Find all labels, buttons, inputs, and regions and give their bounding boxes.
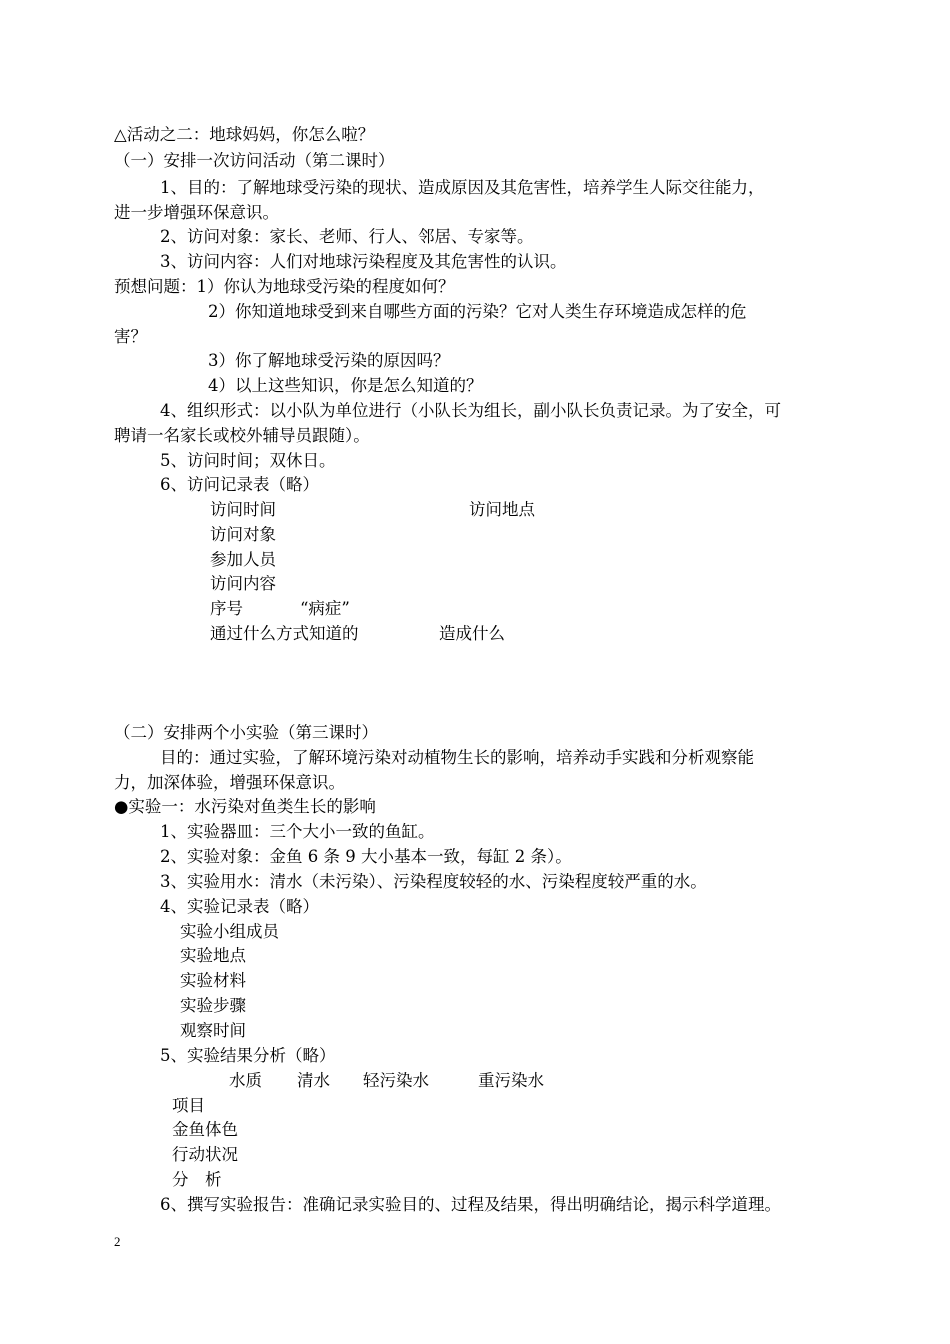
experiment-record-item: 观察时间 xyxy=(180,1021,246,1040)
analysis-header-heavy: 重污染水 xyxy=(478,1071,544,1090)
analysis-row-label: 行动状况 xyxy=(172,1145,238,1164)
question-1: 预想问题：1）你认为地球受污染的程度如何？ xyxy=(114,277,455,296)
record-how-known: 通过什么方式知道的 xyxy=(210,624,359,643)
record-cause: 造成什么 xyxy=(439,624,505,643)
analysis-header-light: 轻污染水 xyxy=(363,1071,429,1090)
experiment-water: 3、实验用水：清水（未污染）、污染程度较轻的水、污染程度较严重的水。 xyxy=(160,872,707,891)
experiment-equipment: 1、实验器皿：三个大小一致的鱼缸。 xyxy=(160,822,435,841)
experiment-record-item: 实验步骤 xyxy=(180,996,246,1015)
visit-purpose-line2: 进一步增强环保意识。 xyxy=(114,203,279,222)
question-2-line1: 2）你知道地球受到来自哪些方面的污染？它对人类生存环境造成怎样的危 xyxy=(208,302,747,321)
section-heading-experiments: （二）安排两个小实验（第三课时） xyxy=(114,723,378,742)
experiment-1-title: ●实验一：水污染对鱼类生长的影响 xyxy=(114,797,376,816)
visit-object: 2、访问对象：家长、老师、行人、邻居、专家等。 xyxy=(160,227,534,246)
visit-purpose-line1: 1、目的：了解地球受污染的现状、造成原因及其危害性，培养学生人际交往能力， xyxy=(160,178,765,197)
experiment-record-item: 实验小组成员 xyxy=(180,922,279,941)
section-heading-visit: （一）安排一次访问活动（第二课时） xyxy=(114,151,395,170)
question-2-line2: 害？ xyxy=(114,327,147,346)
organization-line1: 4、组织形式：以小队为单位进行（小队长为组长，副小队长负责记录。为了安全，可 xyxy=(160,401,781,420)
experiment-record-item: 实验材料 xyxy=(180,971,246,990)
visit-record-title: 6、访问记录表（略） xyxy=(160,475,319,494)
record-visit-object: 访问对象 xyxy=(210,525,276,544)
experiment-report: 6、撰写实验报告：准确记录实验目的、过程及结果，得出明确结论，揭示科学道理。 xyxy=(160,1195,781,1214)
analysis-header-clean: 清水 xyxy=(297,1071,330,1090)
analysis-row-label: 分 析 xyxy=(172,1170,222,1189)
record-symptom: “病症” xyxy=(300,599,350,618)
visit-time: 5、访问时间；双休日。 xyxy=(160,451,336,470)
experiment-purpose-line1: 目的：通过实验，了解环境污染对动植物生长的影响，培养动手实践和分析观察能 xyxy=(160,748,754,767)
experiment-subject: 2、实验对象：金鱼 6 条 9 大小基本一致，每缸 2 条）。 xyxy=(160,847,572,866)
visit-content: 3、访问内容：人们对地球污染程度及其危害性的认识。 xyxy=(160,252,567,271)
question-3: 3）你了解地球受污染的原因吗？ xyxy=(208,351,450,370)
analysis-title: 5、实验结果分析（略） xyxy=(160,1046,336,1065)
record-visit-content: 访问内容 xyxy=(210,574,276,593)
record-seq: 序号 xyxy=(210,599,243,618)
analysis-row-label: 金鱼体色 xyxy=(172,1120,238,1139)
record-visit-place: 访问地点 xyxy=(469,500,535,519)
activity-title: △活动之二：地球妈妈，你怎么啦？ xyxy=(114,125,375,144)
page-number: 2 xyxy=(114,1234,121,1249)
record-visit-time: 访问时间 xyxy=(210,500,276,519)
analysis-row-label: 项目 xyxy=(172,1096,205,1115)
experiment-record-title: 4、实验记录表（略） xyxy=(160,897,319,916)
experiment-purpose-line2: 力，加深体验，增强环保意识。 xyxy=(114,773,345,792)
organization-line2: 聘请一名家长或校外辅导员跟随）。 xyxy=(114,426,370,445)
analysis-header-water-quality: 水质 xyxy=(229,1071,262,1090)
experiment-record-item: 实验地点 xyxy=(180,946,246,965)
record-participants: 参加人员 xyxy=(210,550,276,569)
question-4: 4）以上这些知识，你是怎么知道的？ xyxy=(208,376,483,395)
